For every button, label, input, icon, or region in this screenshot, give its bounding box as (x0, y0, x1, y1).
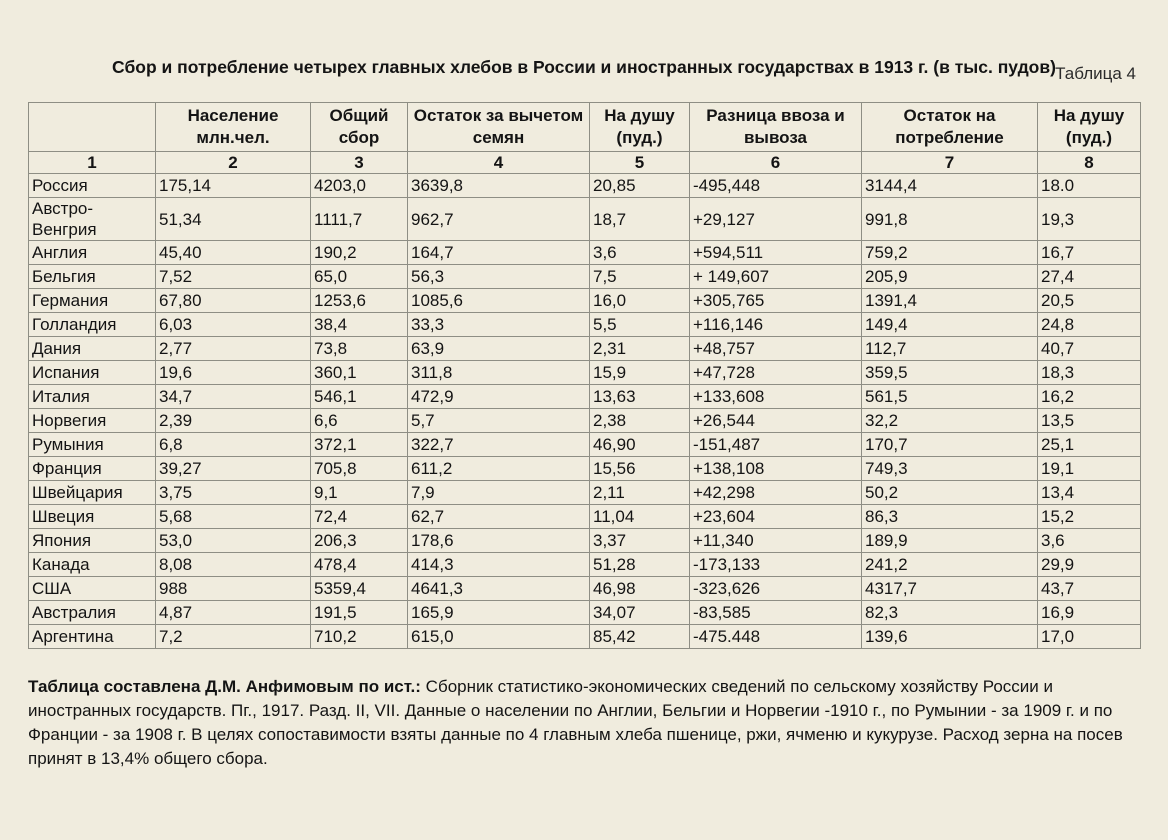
value-cell: 988 (156, 577, 311, 601)
value-cell: +133,608 (690, 385, 862, 409)
value-cell: 34,7 (156, 385, 311, 409)
value-cell: 372,1 (311, 433, 408, 457)
value-cell: 2,77 (156, 337, 311, 361)
value-cell: 991,8 (862, 198, 1038, 241)
value-cell: 15,56 (590, 457, 690, 481)
column-number-row (29, 152, 1141, 174)
value-cell: 189,9 (862, 529, 1038, 553)
value-cell: 29,9 (1038, 553, 1141, 577)
column-number: 6 (690, 152, 862, 174)
value-cell: 18,3 (1038, 361, 1141, 385)
value-cell: 5359,4 (311, 577, 408, 601)
header-cell-per-capita-2: На душу (пуд.) (1038, 103, 1141, 152)
country-cell: Дания (29, 337, 156, 361)
value-cell: 546,1 (311, 385, 408, 409)
table-row (29, 505, 1141, 529)
table-number-label: Таблица 4 (1055, 64, 1136, 83)
value-cell: 33,3 (408, 313, 590, 337)
value-cell: 53,0 (156, 529, 311, 553)
country-cell: Канада (29, 553, 156, 577)
value-cell: 2,11 (590, 481, 690, 505)
country-cell: Норвегия (29, 409, 156, 433)
column-number: 5 (590, 152, 690, 174)
value-cell: 7,9 (408, 481, 590, 505)
value-cell: 139,6 (862, 625, 1038, 649)
value-cell: -173,133 (690, 553, 862, 577)
table-row (29, 313, 1141, 337)
value-cell: 39,27 (156, 457, 311, 481)
value-cell: 17,0 (1038, 625, 1141, 649)
value-cell: 3144,4 (862, 174, 1038, 198)
value-cell: -475.448 (690, 625, 862, 649)
value-cell: 6,8 (156, 433, 311, 457)
value-cell: +138,108 (690, 457, 862, 481)
value-cell: 3,6 (590, 241, 690, 265)
value-cell: 16,0 (590, 289, 690, 313)
value-cell: 561,5 (862, 385, 1038, 409)
value-cell: 19,1 (1038, 457, 1141, 481)
value-cell: 112,7 (862, 337, 1038, 361)
table-row (29, 577, 1141, 601)
value-cell: 15,2 (1038, 505, 1141, 529)
value-cell: 16,7 (1038, 241, 1141, 265)
country-cell: Франция (29, 457, 156, 481)
value-cell: 164,7 (408, 241, 590, 265)
value-cell: 359,5 (862, 361, 1038, 385)
value-cell: 1391,4 (862, 289, 1038, 313)
value-cell: 24,8 (1038, 313, 1141, 337)
value-cell: 86,3 (862, 505, 1038, 529)
value-cell: 51,34 (156, 198, 311, 241)
country-cell: Румыния (29, 433, 156, 457)
value-cell: 18.0 (1038, 174, 1141, 198)
value-cell: -151,487 (690, 433, 862, 457)
value-cell: 178,6 (408, 529, 590, 553)
table-row (29, 457, 1141, 481)
value-cell: 759,2 (862, 241, 1038, 265)
value-cell: 6,6 (311, 409, 408, 433)
value-cell: 11,04 (590, 505, 690, 529)
value-cell: 3639,8 (408, 174, 590, 198)
value-cell: 170,7 (862, 433, 1038, 457)
country-cell: Бельгия (29, 265, 156, 289)
column-number: 1 (29, 152, 156, 174)
country-cell: Швеция (29, 505, 156, 529)
header-cell-population: Население млн.чел. (156, 103, 311, 152)
country-cell: США (29, 577, 156, 601)
value-cell: 149,4 (862, 313, 1038, 337)
footnote-source-text: Сборник статистико-экономических сведений по сельскому хозяйству России и иностранных государств. Пг., 1917. Разд. II, VII. Данные о населении по Англии, Бельгии и Норвегии -1910 г., по Румынии - за 1909 г. и по Франции - за 1908 г. В целях сопоставимости взяты данные по 4 главным хлеба пшенице, ржи, ячменю и кукурузе. Расход зерна на посев принят в 13,4% общего сбора. (28, 677, 1123, 768)
grain-statistics-table (28, 102, 1141, 649)
value-cell: +26,544 (690, 409, 862, 433)
table-row (29, 553, 1141, 577)
country-cell: Австро-Венгрия (29, 198, 156, 241)
header-cell-remainder-consumption: Остаток на потребление (862, 103, 1038, 152)
country-cell: Италия (29, 385, 156, 409)
table-row (29, 601, 1141, 625)
value-cell: +29,127 (690, 198, 862, 241)
value-cell: 82,3 (862, 601, 1038, 625)
value-cell: +47,728 (690, 361, 862, 385)
value-cell: 56,3 (408, 265, 590, 289)
value-cell: 3,75 (156, 481, 311, 505)
value-cell: +594,511 (690, 241, 862, 265)
value-cell: 65,0 (311, 265, 408, 289)
value-cell: 3,37 (590, 529, 690, 553)
value-cell: 43,7 (1038, 577, 1141, 601)
table-row (29, 289, 1141, 313)
value-cell: 27,4 (1038, 265, 1141, 289)
table-row (29, 174, 1141, 198)
value-cell: 478,4 (311, 553, 408, 577)
value-cell: 1085,6 (408, 289, 590, 313)
country-cell: Голландия (29, 313, 156, 337)
value-cell: 6,03 (156, 313, 311, 337)
value-cell: 7,52 (156, 265, 311, 289)
value-cell: 34,07 (590, 601, 690, 625)
value-cell: 46,90 (590, 433, 690, 457)
value-cell: 241,2 (862, 553, 1038, 577)
value-cell: 414,3 (408, 553, 590, 577)
value-cell: 205,9 (862, 265, 1038, 289)
value-cell: +42,298 (690, 481, 862, 505)
table-row (29, 529, 1141, 553)
column-number: 7 (862, 152, 1038, 174)
value-cell: 19,3 (1038, 198, 1141, 241)
value-cell: 611,2 (408, 457, 590, 481)
value-cell: 13,5 (1038, 409, 1141, 433)
header-cell-country (29, 103, 156, 152)
value-cell: 5,7 (408, 409, 590, 433)
table-row (29, 265, 1141, 289)
value-cell: 4203,0 (311, 174, 408, 198)
value-cell: 5,5 (590, 313, 690, 337)
country-cell: Швейцария (29, 481, 156, 505)
header-cell-total-harvest: Общий сбор (311, 103, 408, 152)
table-row (29, 361, 1141, 385)
value-cell: 46,98 (590, 577, 690, 601)
table-row (29, 433, 1141, 457)
value-cell: 3,6 (1038, 529, 1141, 553)
value-cell: 32,2 (862, 409, 1038, 433)
value-cell: 13,4 (1038, 481, 1141, 505)
table-row (29, 198, 1141, 241)
value-cell: 962,7 (408, 198, 590, 241)
value-cell: 4,87 (156, 601, 311, 625)
value-cell: 705,8 (311, 457, 408, 481)
value-cell: 5,68 (156, 505, 311, 529)
value-cell: 16,9 (1038, 601, 1141, 625)
value-cell: +23,604 (690, 505, 862, 529)
value-cell: +116,146 (690, 313, 862, 337)
value-cell: 2,31 (590, 337, 690, 361)
value-cell: 4317,7 (862, 577, 1038, 601)
value-cell: 615,0 (408, 625, 590, 649)
value-cell: 472,9 (408, 385, 590, 409)
value-cell: 63,9 (408, 337, 590, 361)
value-cell: 7,5 (590, 265, 690, 289)
header-row (29, 103, 1141, 152)
header-cell-per-capita-1: На душу (пуд.) (590, 103, 690, 152)
value-cell: 175,14 (156, 174, 311, 198)
country-cell: Испания (29, 361, 156, 385)
value-cell: 1253,6 (311, 289, 408, 313)
value-cell: 67,80 (156, 289, 311, 313)
value-cell: +305,765 (690, 289, 862, 313)
value-cell: 15,9 (590, 361, 690, 385)
value-cell: 25,1 (1038, 433, 1141, 457)
value-cell: 7,2 (156, 625, 311, 649)
value-cell: 8,08 (156, 553, 311, 577)
value-cell: + 149,607 (690, 265, 862, 289)
value-cell: 710,2 (311, 625, 408, 649)
value-cell: 322,7 (408, 433, 590, 457)
country-cell: Россия (29, 174, 156, 198)
value-cell: -495,448 (690, 174, 862, 198)
value-cell: 749,3 (862, 457, 1038, 481)
country-cell: Япония (29, 529, 156, 553)
value-cell: -323,626 (690, 577, 862, 601)
value-cell: 2,39 (156, 409, 311, 433)
header-cell-import-export-diff: Разница ввоза и вывоза (690, 103, 862, 152)
value-cell: 206,3 (311, 529, 408, 553)
value-cell: 20,85 (590, 174, 690, 198)
column-number: 8 (1038, 152, 1141, 174)
table-row (29, 337, 1141, 361)
column-number: 4 (408, 152, 590, 174)
value-cell: 13,63 (590, 385, 690, 409)
value-cell: +48,757 (690, 337, 862, 361)
value-cell: 311,8 (408, 361, 590, 385)
value-cell: 2,38 (590, 409, 690, 433)
value-cell: 45,40 (156, 241, 311, 265)
value-cell: 18,7 (590, 198, 690, 241)
header-cell-remainder-minus-seed: Остаток за вычетом семян (408, 103, 590, 152)
value-cell: 4641,3 (408, 577, 590, 601)
country-cell: Аргентина (29, 625, 156, 649)
value-cell: 20,5 (1038, 289, 1141, 313)
value-cell: 72,4 (311, 505, 408, 529)
column-number: 2 (156, 152, 311, 174)
country-cell: Германия (29, 289, 156, 313)
value-cell: 9,1 (311, 481, 408, 505)
page-title: Сбор и потребление четырех главных хлебов в России и иностранных государствах в 1913 г. (в тыс. пудов) (112, 57, 1056, 77)
table-row (29, 409, 1141, 433)
value-cell: 38,4 (311, 313, 408, 337)
value-cell: 85,42 (590, 625, 690, 649)
table-row (29, 481, 1141, 505)
column-number: 3 (311, 152, 408, 174)
table-row (29, 385, 1141, 409)
value-cell: 73,8 (311, 337, 408, 361)
table-row (29, 625, 1141, 649)
footnote (28, 675, 1138, 771)
value-cell: 51,28 (590, 553, 690, 577)
value-cell: 62,7 (408, 505, 590, 529)
country-cell: Англия (29, 241, 156, 265)
value-cell: 19,6 (156, 361, 311, 385)
value-cell: 40,7 (1038, 337, 1141, 361)
table-row (29, 241, 1141, 265)
value-cell: -83,585 (690, 601, 862, 625)
value-cell: 190,2 (311, 241, 408, 265)
value-cell: 1111,7 (311, 198, 408, 241)
value-cell: 360,1 (311, 361, 408, 385)
footnote-source-lead: Таблица составлена Д.М. Анфимовым по ист.: (28, 677, 421, 696)
value-cell: 191,5 (311, 601, 408, 625)
value-cell: 50,2 (862, 481, 1038, 505)
country-cell: Австралия (29, 601, 156, 625)
value-cell: 165,9 (408, 601, 590, 625)
value-cell: +11,340 (690, 529, 862, 553)
value-cell: 16,2 (1038, 385, 1141, 409)
